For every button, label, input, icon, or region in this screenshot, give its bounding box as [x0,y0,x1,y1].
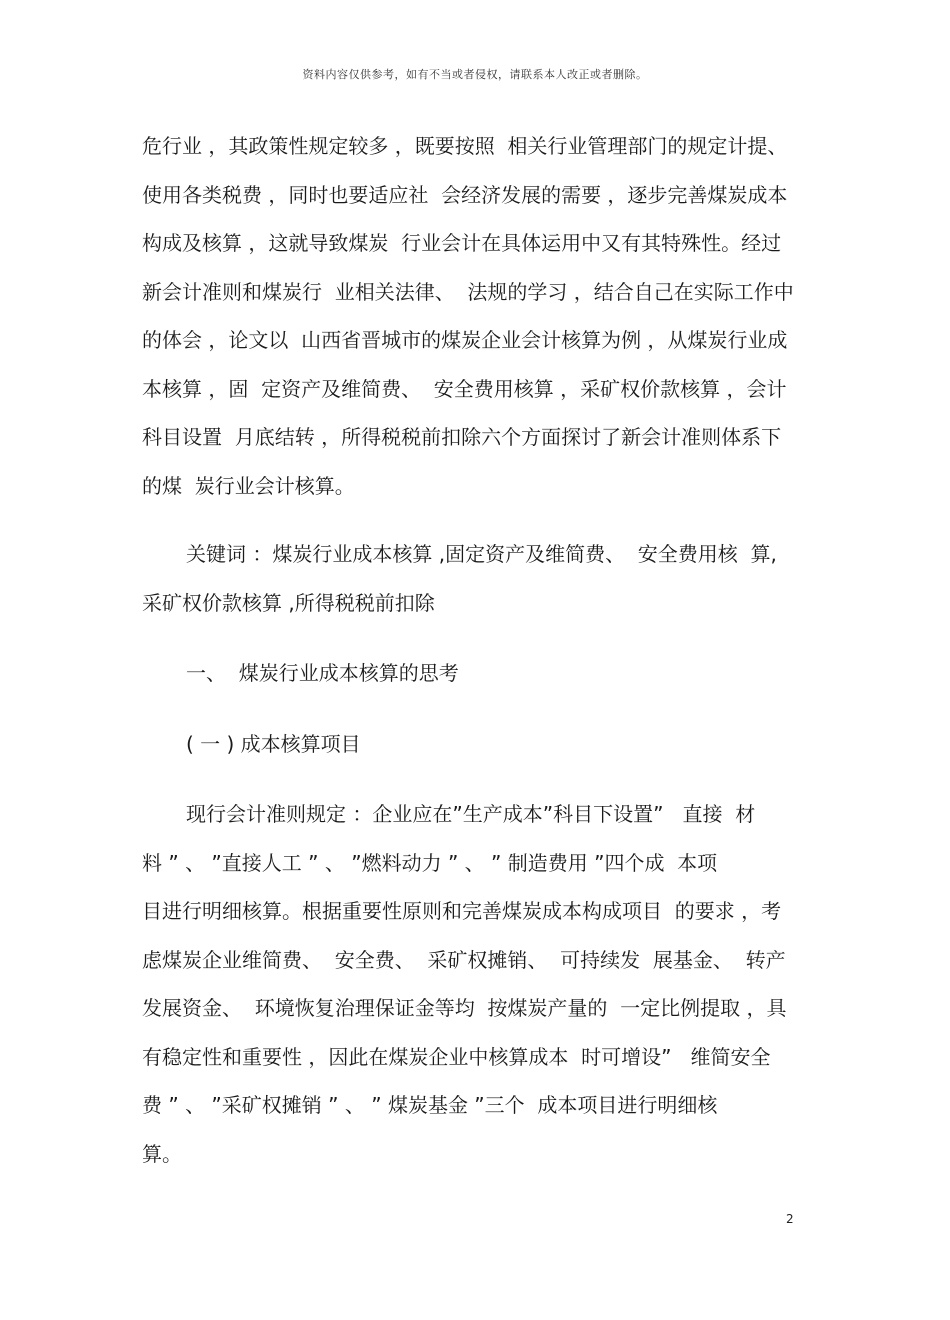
header-disclaimer: 资料内容仅供参考，如有不当或者侵权，请联系本人改正或者删除。 [302,68,648,81]
text-line: 关键词 ：煤炭行业成本核算 ,固定资产及维简费、 安全费用核 算, [186,542,777,566]
keywords-paragraph [142,530,802,627]
text-line: 危行业 ，其政策性规定较多 ，既要按照 相关行业管理部门的规定计提、 [142,134,788,158]
text-line: 料 ” 、 ”直接人工 ” 、 ”燃料动力 ” 、 ” 制造费用 ”四个成 本项 [142,850,718,875]
text-line: 的煤 炭行业会计核算。 [142,473,355,498]
page-number: 2 [786,1212,794,1226]
paragraph-gap [142,698,802,720]
text-line: 采矿权价款核算 ,所得税税前扣除 [142,590,435,615]
text-line: 虑煤炭企业维简费、 安全费、 采矿权摊销、 可持续发 展基金、 转产 [142,947,786,972]
text-line: 新会计准则和煤炭行 业相关法律、 法规的学习 ，结合自己在实际工作中 [142,279,794,304]
paragraph-gap [142,510,802,530]
document-body [142,122,802,1178]
text-line: 科目设置 月底结转 ，所得税税前扣除六个方面探讨了新会计准则体系下 [142,425,782,449]
paragraph-gap [142,627,802,649]
text-line: 发展资金、 环境恢复治理保证金等均 按煤炭产量的 一定比例提取 ，具 [142,996,787,1020]
text-line: 的体会 ，论文以 山西省晋城市的煤炭企业会计核算为例 ，从煤炭行业成 [142,328,788,352]
text-line: 本核算 ，固 定资产及维简费、 安全费用核算 ，采矿权价款核算 ，会计 [142,376,787,401]
text-line: 构成及核算 ，这就导致煤炭 行业会计在具体运用中又有其特殊性。经过 [142,231,782,255]
text-line: 费 ” 、 ”采矿权摊销 ” 、 ” 煤炭基金 ”三个 成本项目进行明细核 [142,1093,718,1117]
text-line: 使用各类税费 ，同时也要适应社 会经济发展的需要 ，逐步完善煤炭成本 [142,182,788,207]
text-line: 算。 [142,1141,182,1166]
text-line: 有稳定性和重要性 ，因此在煤炭企业中核算成本 时可增设” 维简安全 [142,1044,771,1069]
subsection-heading: ( 一 ) 成本核算项目 [186,731,361,756]
section-heading: 一、 煤炭行业成本核算的思考 [186,661,459,685]
paragraph-cost-items [142,790,802,1178]
text-line: 目进行明细核算。根据重要性原则和完善煤炭成本构成项目 的要求 ，考 [142,899,782,923]
paragraph-abstract-continued [142,122,802,510]
paragraph-gap [142,768,802,790]
text-line: 现行会计准则规定 ：企业应在”生产成本”科目下设置” 直接 材 [186,802,756,826]
